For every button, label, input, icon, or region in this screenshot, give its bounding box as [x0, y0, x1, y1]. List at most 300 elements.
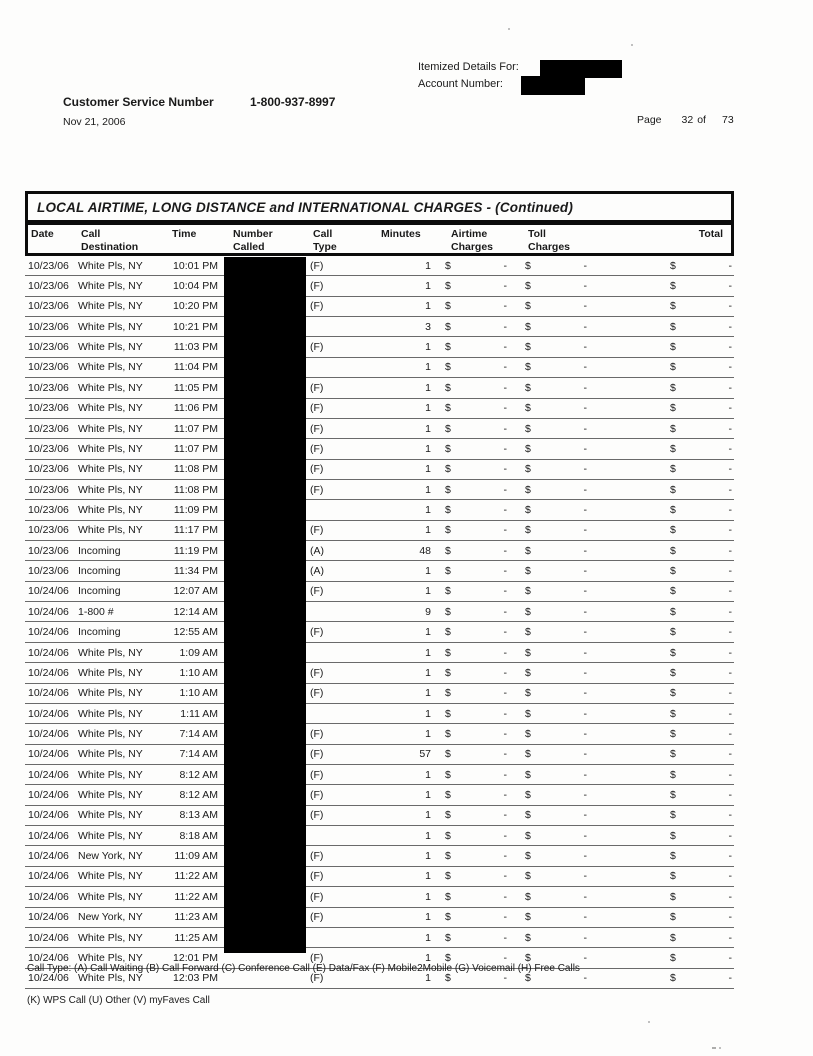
destination-cell: White Pls, NY [78, 829, 143, 842]
zero-amount: - [583, 422, 587, 435]
zero-amount: - [583, 402, 587, 415]
toll-charge-cell [523, 687, 603, 699]
call-type-cell: (F) [310, 442, 324, 455]
zero-amount: - [583, 341, 587, 354]
toll-charge-cell [523, 891, 603, 903]
currency-symbol: $ [445, 585, 451, 598]
zero-amount: - [503, 381, 507, 394]
table-row [25, 684, 734, 704]
destination-cell: White Pls, NY [78, 463, 143, 476]
zero-amount: - [728, 320, 732, 333]
zero-amount: - [583, 361, 587, 374]
zero-amount: - [583, 381, 587, 394]
toll-charge-cell [523, 300, 603, 312]
minutes-cell: 1 [425, 666, 431, 679]
airtime-charge-cell [443, 687, 523, 699]
currency-symbol: $ [670, 483, 676, 496]
table-row [25, 704, 734, 724]
currency-symbol: $ [525, 626, 531, 639]
time-cell: 11:23 AM [174, 911, 218, 924]
total-cell [660, 748, 734, 760]
minutes-cell: 1 [425, 951, 431, 964]
total-cell [660, 504, 734, 516]
date-cell: 10/24/06 [28, 666, 69, 679]
zero-amount: - [728, 850, 732, 863]
destination-cell: Incoming [78, 544, 121, 557]
minutes-cell: 1 [425, 870, 431, 883]
total-cell [660, 463, 734, 475]
zero-amount: - [583, 972, 587, 985]
time-cell: 12:03 PM [173, 972, 218, 985]
time-cell: 10:20 PM [173, 300, 218, 313]
currency-symbol: $ [445, 422, 451, 435]
zero-amount: - [503, 870, 507, 883]
currency-symbol: $ [445, 442, 451, 455]
time-cell: 11:09 AM [174, 850, 218, 863]
time-cell: 8:12 AM [179, 789, 218, 802]
date-cell: 10/24/06 [28, 768, 69, 781]
date-cell: 10/23/06 [28, 483, 69, 496]
table-row [25, 928, 734, 948]
currency-symbol: $ [445, 280, 451, 293]
page-label: Page [637, 114, 662, 126]
time-cell: 11:04 PM [173, 361, 218, 374]
zero-amount: - [728, 870, 732, 883]
airtime-charge-cell [443, 626, 523, 638]
zero-amount: - [583, 646, 587, 659]
toll-charge-cell [523, 667, 603, 679]
currency-symbol: $ [670, 524, 676, 537]
total-cell [660, 647, 734, 659]
zero-amount: - [583, 789, 587, 802]
currency-symbol: $ [445, 646, 451, 659]
zero-amount: - [583, 300, 587, 313]
minutes-cell: 1 [425, 463, 431, 476]
currency-symbol: $ [445, 402, 451, 415]
table-title [25, 191, 734, 223]
table-row [25, 337, 734, 357]
total-cell [660, 585, 734, 597]
date-cell: 10/24/06 [28, 870, 69, 883]
zero-amount: - [503, 483, 507, 496]
total-cell [660, 280, 734, 292]
zero-amount: - [583, 503, 587, 516]
call-type-cell: (F) [310, 666, 324, 679]
currency-symbol: $ [670, 911, 676, 924]
total-cell [660, 402, 734, 414]
zero-amount: - [728, 911, 732, 924]
destination-cell: Incoming [78, 565, 121, 578]
currency-symbol: $ [445, 544, 451, 557]
table-row [25, 399, 734, 419]
date-cell: 10/24/06 [28, 789, 69, 802]
minutes-cell: 1 [425, 687, 431, 700]
date-cell: 10/23/06 [28, 341, 69, 354]
statement-date: Nov 21, 2006 [63, 116, 126, 128]
minutes-cell: 1 [425, 300, 431, 313]
currency-symbol: $ [670, 402, 676, 415]
currency-symbol: $ [445, 483, 451, 496]
currency-symbol: $ [670, 259, 676, 272]
call-type-legend-line1: Call Type: (A) Call Waiting (B) Call Forward (C) Conference Call (E) Data/Fax (F) Mobile2Mobile (G) Voicemail (H) Free Calls [27, 963, 580, 974]
destination-cell: Incoming [78, 626, 121, 639]
airtime-charge-cell [443, 280, 523, 292]
col-header-call-type: Call Type [313, 228, 337, 253]
zero-amount: - [583, 544, 587, 557]
table-row [25, 745, 734, 765]
currency-symbol: $ [525, 748, 531, 761]
call-type-legend-line2: (K) WPS Call (U) Other (V) myFaves Call [27, 995, 210, 1006]
currency-symbol: $ [670, 585, 676, 598]
zero-amount: - [503, 931, 507, 944]
destination-cell: White Pls, NY [78, 809, 143, 822]
currency-symbol: $ [525, 666, 531, 679]
total-cell [660, 728, 734, 740]
airtime-charge-cell [443, 850, 523, 862]
airtime-charge-cell [443, 300, 523, 312]
minutes-cell: 1 [425, 768, 431, 781]
currency-symbol: $ [445, 809, 451, 822]
currency-symbol: $ [670, 463, 676, 476]
destination-cell: White Pls, NY [78, 320, 143, 333]
destination-cell: White Pls, NY [78, 707, 143, 720]
total-cell [660, 891, 734, 903]
total-cell [660, 443, 734, 455]
total-cell [660, 260, 734, 272]
time-cell: 11:03 PM [173, 341, 218, 354]
destination-cell: White Pls, NY [78, 972, 143, 985]
currency-symbol: $ [670, 605, 676, 618]
table-row [25, 582, 734, 602]
destination-cell: White Pls, NY [78, 789, 143, 802]
minutes-cell: 1 [425, 829, 431, 842]
destination-cell: White Pls, NY [78, 503, 143, 516]
time-cell: 12:01 PM [173, 951, 218, 964]
zero-amount: - [503, 748, 507, 761]
toll-charge-cell [523, 850, 603, 862]
date-cell: 10/23/06 [28, 463, 69, 476]
minutes-cell: 1 [425, 341, 431, 354]
total-cell [660, 484, 734, 496]
date-cell: 10/24/06 [28, 829, 69, 842]
scan-speck [508, 28, 510, 30]
zero-amount: - [728, 565, 732, 578]
date-cell: 10/23/06 [28, 422, 69, 435]
currency-symbol: $ [525, 931, 531, 944]
zero-amount: - [728, 972, 732, 985]
currency-symbol: $ [525, 687, 531, 700]
toll-charge-cell [523, 606, 603, 618]
table-row [25, 480, 734, 500]
time-cell: 8:12 AM [179, 768, 218, 781]
zero-amount: - [503, 402, 507, 415]
table-row [25, 317, 734, 337]
zero-amount: - [503, 626, 507, 639]
date-cell: 10/23/06 [28, 320, 69, 333]
destination-cell: White Pls, NY [78, 727, 143, 740]
zero-amount: - [503, 829, 507, 842]
toll-charge-cell [523, 809, 603, 821]
call-type-cell: (F) [310, 483, 324, 496]
destination-cell: 1-800 # [78, 605, 114, 618]
currency-symbol: $ [525, 707, 531, 720]
zero-amount: - [728, 768, 732, 781]
zero-amount: - [583, 259, 587, 272]
toll-charge-cell [523, 789, 603, 801]
currency-symbol: $ [525, 280, 531, 293]
currency-symbol: $ [445, 463, 451, 476]
destination-cell: New York, NY [78, 850, 143, 863]
zero-amount: - [503, 687, 507, 700]
minutes-cell: 1 [425, 850, 431, 863]
airtime-charge-cell [443, 708, 523, 720]
call-type-cell: (F) [310, 280, 324, 293]
time-cell: 1:10 AM [179, 666, 218, 679]
minutes-cell: 48 [419, 544, 431, 557]
zero-amount: - [728, 280, 732, 293]
zero-amount: - [503, 442, 507, 455]
total-cell [660, 341, 734, 353]
currency-symbol: $ [670, 300, 676, 313]
airtime-charge-cell [443, 524, 523, 536]
airtime-charge-cell [443, 748, 523, 760]
destination-cell: White Pls, NY [78, 422, 143, 435]
currency-symbol: $ [445, 707, 451, 720]
toll-charge-cell [523, 748, 603, 760]
col-header-spacer [606, 228, 657, 253]
currency-symbol: $ [525, 361, 531, 374]
zero-amount: - [503, 361, 507, 374]
total-cell [660, 972, 734, 984]
date-cell: 10/24/06 [28, 748, 69, 761]
destination-cell: White Pls, NY [78, 890, 143, 903]
time-cell: 11:06 PM [173, 402, 218, 415]
total-cell [660, 321, 734, 333]
currency-symbol: $ [445, 931, 451, 944]
currency-symbol: $ [670, 972, 676, 985]
currency-symbol: $ [525, 870, 531, 883]
currency-symbol: $ [525, 646, 531, 659]
date-cell: 10/24/06 [28, 951, 69, 964]
currency-symbol: $ [670, 890, 676, 903]
col-header-toll: Toll Charges [528, 228, 571, 253]
currency-symbol: $ [445, 381, 451, 394]
currency-symbol: $ [525, 605, 531, 618]
toll-charge-cell [523, 647, 603, 659]
currency-symbol: $ [525, 381, 531, 394]
call-type-cell: (F) [310, 911, 324, 924]
currency-symbol: $ [670, 687, 676, 700]
toll-charge-cell [523, 423, 603, 435]
zero-amount: - [728, 890, 732, 903]
zero-amount: - [728, 341, 732, 354]
zero-amount: - [503, 666, 507, 679]
minutes-cell: 1 [425, 727, 431, 740]
call-type-cell: (F) [310, 809, 324, 822]
scan-speck [719, 1047, 721, 1049]
zero-amount: - [728, 585, 732, 598]
call-type-cell: (F) [310, 626, 324, 639]
zero-amount: - [728, 259, 732, 272]
time-cell: 12:07 AM [173, 585, 218, 598]
total-cell [660, 361, 734, 373]
table-row [25, 541, 734, 561]
currency-symbol: $ [670, 626, 676, 639]
destination-cell: White Pls, NY [78, 666, 143, 679]
currency-symbol: $ [670, 727, 676, 740]
call-type-cell: (F) [310, 422, 324, 435]
airtime-charge-cell [443, 484, 523, 496]
toll-charge-cell [523, 870, 603, 882]
scan-speck [648, 1021, 650, 1023]
date-cell: 10/24/06 [28, 931, 69, 944]
minutes-cell: 1 [425, 280, 431, 293]
destination-cell: White Pls, NY [78, 361, 143, 374]
date-cell: 10/23/06 [28, 259, 69, 272]
page-number: 32 [681, 114, 694, 126]
destination-cell: White Pls, NY [78, 646, 143, 659]
date-cell: 10/24/06 [28, 687, 69, 700]
currency-symbol: $ [670, 666, 676, 679]
airtime-charge-cell [443, 728, 523, 740]
currency-symbol: $ [525, 300, 531, 313]
currency-symbol: $ [445, 503, 451, 516]
minutes-cell: 1 [425, 809, 431, 822]
currency-symbol: $ [670, 809, 676, 822]
minutes-cell: 1 [425, 503, 431, 516]
destination-cell: White Pls, NY [78, 300, 143, 313]
airtime-charge-cell [443, 830, 523, 842]
date-cell: 10/24/06 [28, 646, 69, 659]
zero-amount: - [503, 463, 507, 476]
destination-cell: White Pls, NY [78, 381, 143, 394]
call-type-cell: (F) [310, 381, 324, 394]
date-cell: 10/23/06 [28, 503, 69, 516]
date-cell: 10/24/06 [28, 626, 69, 639]
currency-symbol: $ [445, 850, 451, 863]
call-type-cell: (F) [310, 748, 324, 761]
minutes-cell: 57 [419, 748, 431, 761]
destination-cell: White Pls, NY [78, 259, 143, 272]
date-cell: 10/24/06 [28, 727, 69, 740]
airtime-charge-cell [443, 260, 523, 272]
total-cell [660, 789, 734, 801]
time-cell: 7:14 AM [179, 748, 218, 761]
page-of-label: of [697, 114, 706, 126]
account-number-label: Account Number: [418, 78, 503, 90]
airtime-charge-cell [443, 667, 523, 679]
zero-amount: - [728, 626, 732, 639]
time-cell: 11:25 AM [174, 931, 218, 944]
zero-amount: - [503, 524, 507, 537]
table-row [25, 663, 734, 683]
table-row [25, 643, 734, 663]
minutes-cell: 1 [425, 483, 431, 496]
zero-amount: - [583, 951, 587, 964]
destination-cell: White Pls, NY [78, 442, 143, 455]
currency-symbol: $ [670, 320, 676, 333]
zero-amount: - [583, 890, 587, 903]
call-type-cell: (A) [310, 544, 324, 557]
zero-amount: - [728, 931, 732, 944]
col-header-number-called: Number Called [233, 228, 273, 253]
zero-amount: - [583, 524, 587, 537]
currency-symbol: $ [445, 361, 451, 374]
time-cell: 11:34 PM [173, 565, 218, 578]
airtime-charge-cell [443, 911, 523, 923]
currency-symbol: $ [525, 544, 531, 557]
total-cell [660, 423, 734, 435]
date-cell: 10/23/06 [28, 381, 69, 394]
table-row [25, 765, 734, 785]
time-cell: 10:01 PM [173, 259, 218, 272]
zero-amount: - [728, 483, 732, 496]
zero-amount: - [728, 646, 732, 659]
total-cell [660, 830, 734, 842]
toll-charge-cell [523, 402, 603, 414]
zero-amount: - [503, 646, 507, 659]
table-row [25, 297, 734, 317]
airtime-charge-cell [443, 423, 523, 435]
zero-amount: - [503, 585, 507, 598]
toll-charge-cell [523, 932, 603, 944]
zero-amount: - [583, 585, 587, 598]
date-cell: 10/24/06 [28, 850, 69, 863]
airtime-charge-cell [443, 361, 523, 373]
currency-symbol: $ [525, 585, 531, 598]
airtime-charge-cell [443, 545, 523, 557]
minutes-cell: 1 [425, 707, 431, 720]
minutes-cell: 1 [425, 565, 431, 578]
time-cell: 11:07 PM [173, 442, 218, 455]
toll-charge-cell [523, 728, 603, 740]
table-row [25, 785, 734, 805]
customer-service-number: 1-800-937-8997 [250, 95, 336, 109]
time-cell: 12:14 AM [173, 605, 218, 618]
toll-charge-cell [523, 830, 603, 842]
col-header-time: Time [172, 228, 197, 240]
minutes-cell: 1 [425, 931, 431, 944]
zero-amount: - [728, 666, 732, 679]
total-cell [660, 769, 734, 781]
zero-amount: - [583, 605, 587, 618]
zero-amount: - [728, 605, 732, 618]
currency-symbol: $ [670, 381, 676, 394]
currency-symbol: $ [445, 259, 451, 272]
currency-symbol: $ [525, 789, 531, 802]
zero-amount: - [503, 259, 507, 272]
currency-symbol: $ [445, 687, 451, 700]
zero-amount: - [728, 687, 732, 700]
table-row [25, 908, 734, 928]
call-type-cell: (F) [310, 727, 324, 740]
currency-symbol: $ [670, 422, 676, 435]
minutes-cell: 1 [425, 626, 431, 639]
currency-symbol: $ [525, 341, 531, 354]
currency-symbol: $ [445, 565, 451, 578]
call-type-cell: (F) [310, 768, 324, 781]
table-row [25, 806, 734, 826]
toll-charge-cell [523, 626, 603, 638]
zero-amount: - [728, 789, 732, 802]
total-cell [660, 708, 734, 720]
zero-amount: - [503, 951, 507, 964]
charges-table [25, 191, 734, 989]
call-type-cell: (F) [310, 890, 324, 903]
call-type-cell: (F) [310, 789, 324, 802]
toll-charge-cell [523, 565, 603, 577]
currency-symbol: $ [445, 300, 451, 313]
